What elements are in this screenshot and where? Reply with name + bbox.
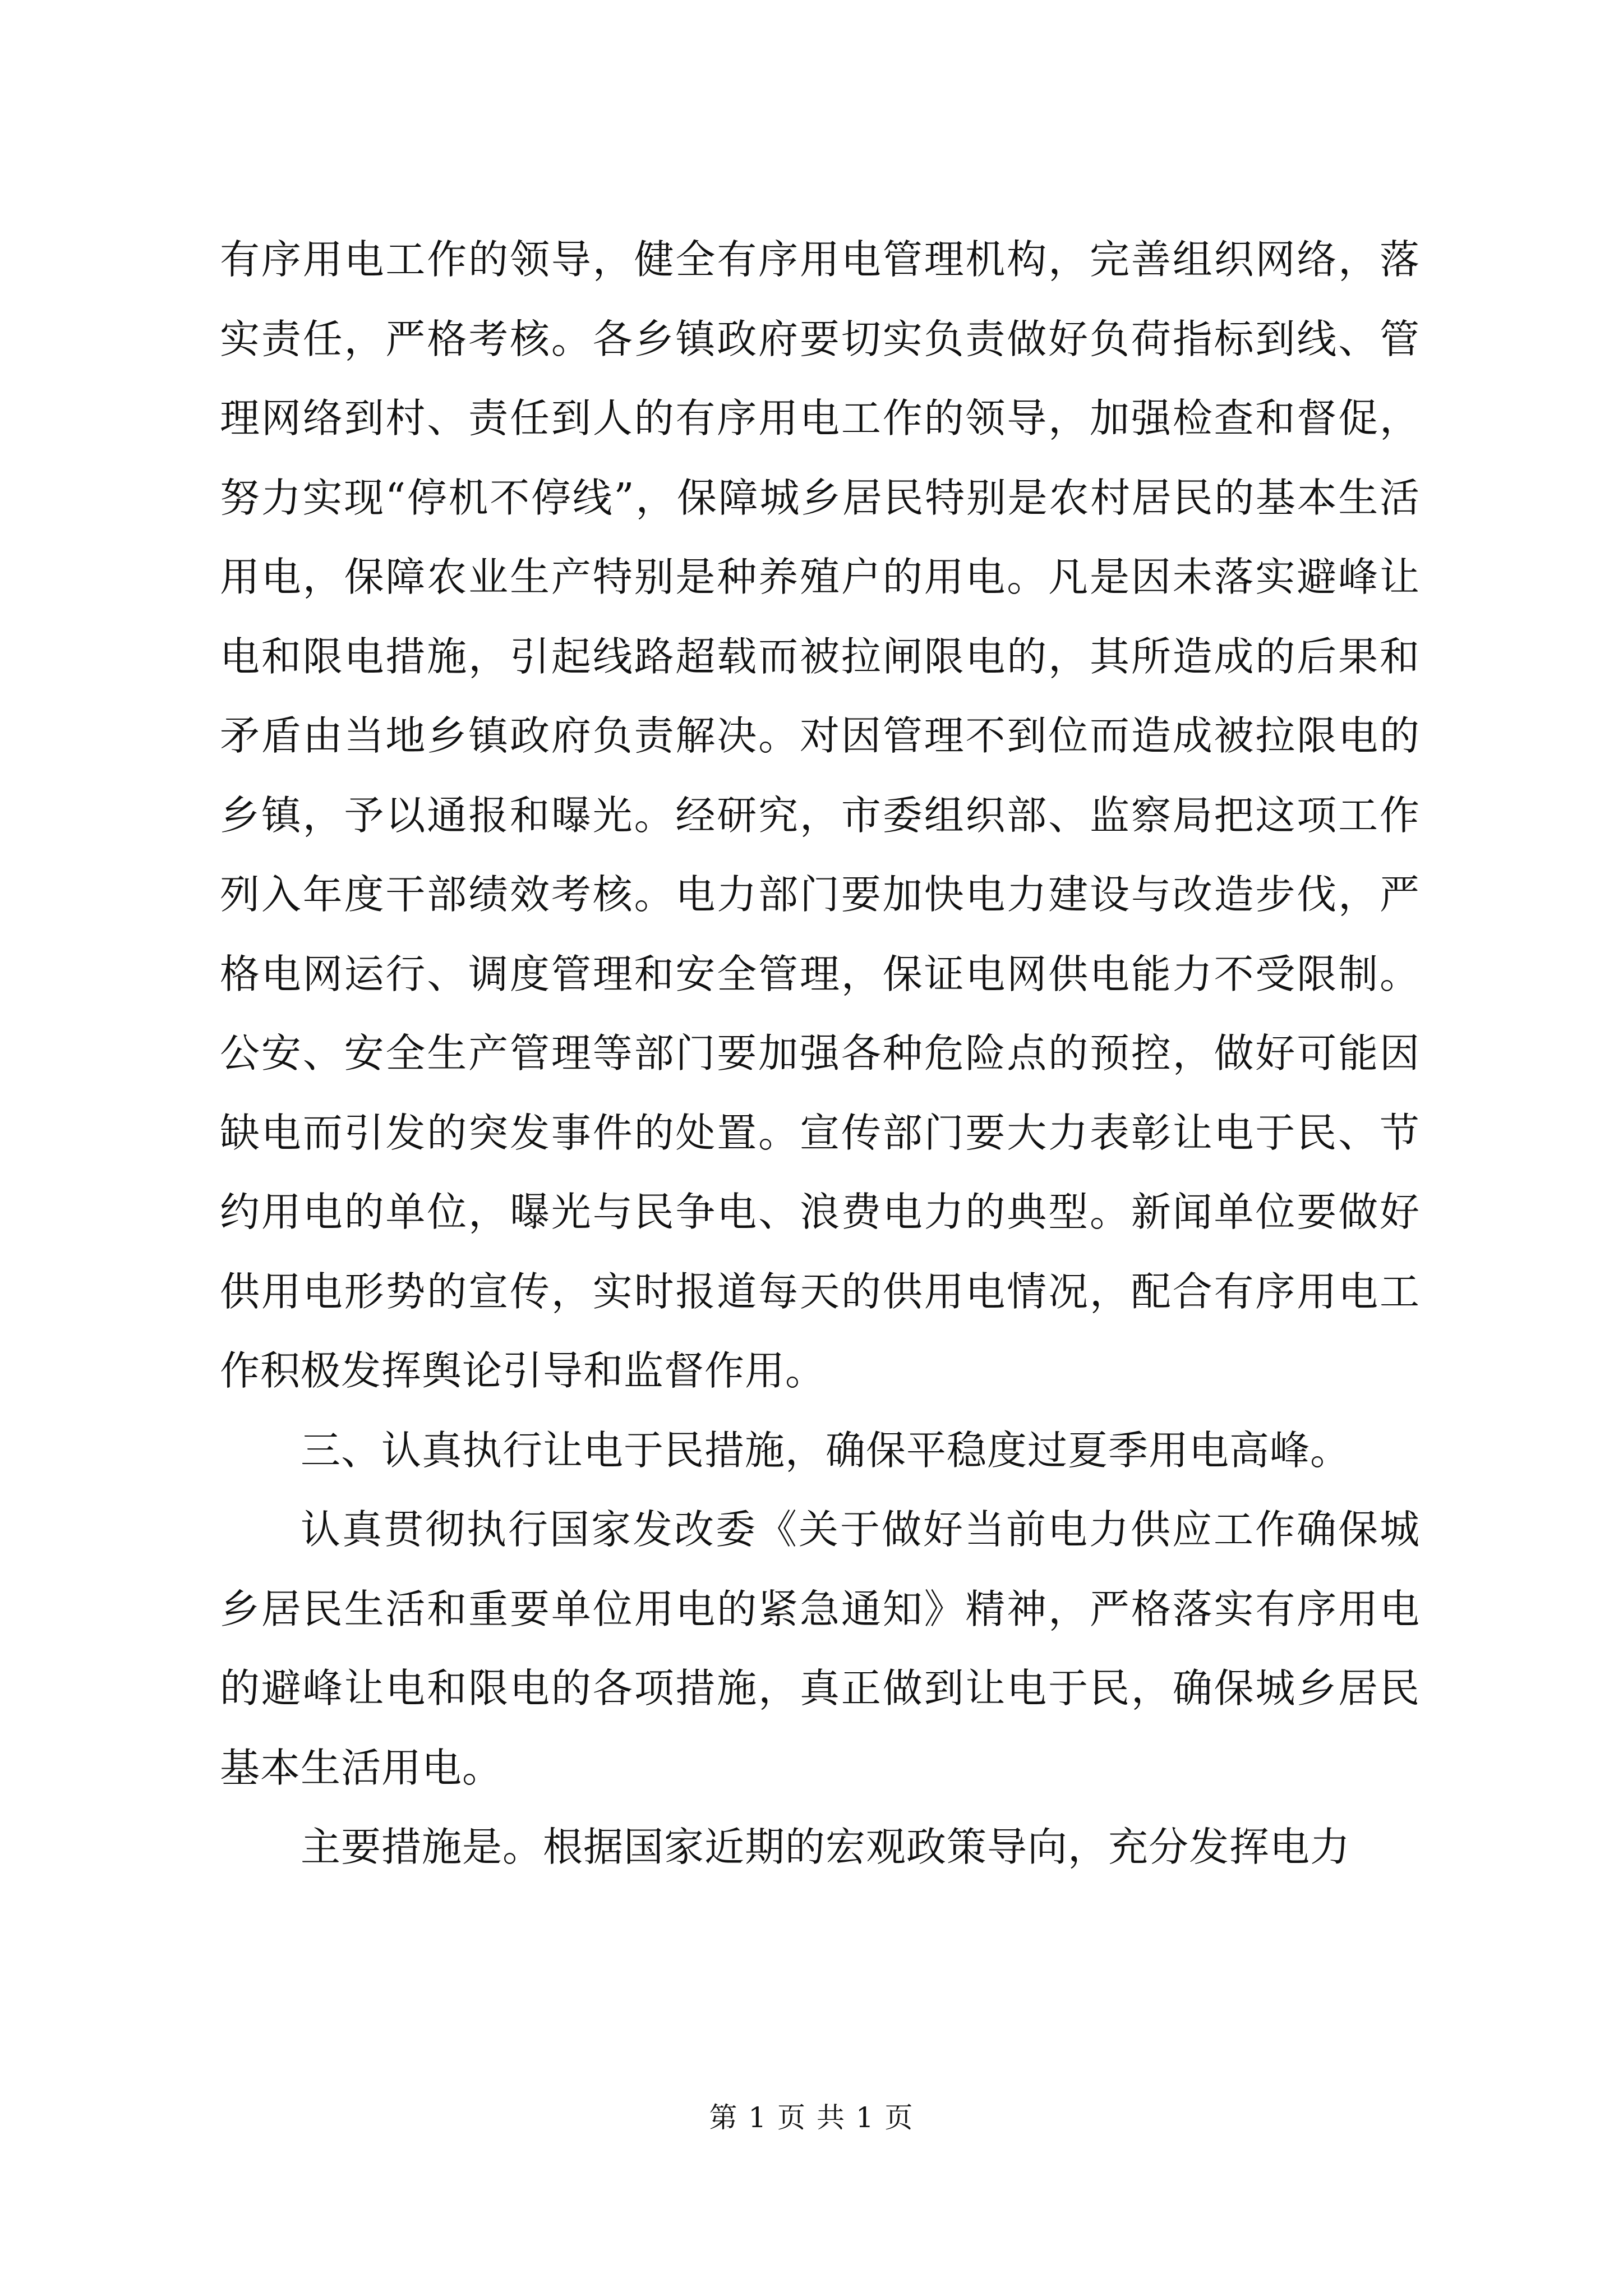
paragraph-notice: 认真贯彻执行国家发改委《关于做好当前电力供应工作确保城乡居民生活和重要单位用电的紧急通知》精神，严格落实有序用电的避峰让电和限电的各项措施，真正做到让电于民，确保城乡居民基本生活用电。 [220,1506,1420,1791]
paragraph-measures: 主要措施是。根据国家近期的宏观政策导向，充分发挥电力 [301,1824,1351,1870]
paragraph-continued: 有序用电工作的领导，健全有序用电管理机构，完善组织网络，落实责任，严格考核。各乡镇政府要切实负责做好负荷指标到线、管理网络到村、责任到人的有序用电工作的领导，加强检查和督促，努力实现“停机不停线”，保障城乡居民特别是农村居民的基本生活用电，保障农业生产特别是种养殖户的用电。凡是因未落实避峰让电和限电措施，引起线路超载而被拉闸限电的，其所造成的后果和矛盾由当地乡镇政府负责解决。对因管理不到位而造成被拉限电的乡镇，予以通报和曝光。经研究，市委组织部、监察局把这项工作列入年度干部绩效考核。电力部门要加快电力建设与改造步伐，严格电网运行、调度管理和安全管理，保证电网供电能力不受限制。公安、安全生产管理等部门要加强各种危险点的预控，做好可能因缺电而引发的突发事件的处置。宣传部门要大力表彰让电于民、节约用电的单位，曝光与民争电、浪费电力的典型。新闻单位要做好供用电形势的宣传，实时报道每天的供用电情况，配合有序用电工作积极发挥舆论引导和监督作用。 [220,236,1420,1394]
section-heading-three: 三、认真执行让电于民措施，确保平稳度过夏季用电高峰。 [301,1427,1351,1474]
page-footer: 第 1 页 共 1 页 [709,2101,914,2134]
document-body [220,220,1420,1887]
